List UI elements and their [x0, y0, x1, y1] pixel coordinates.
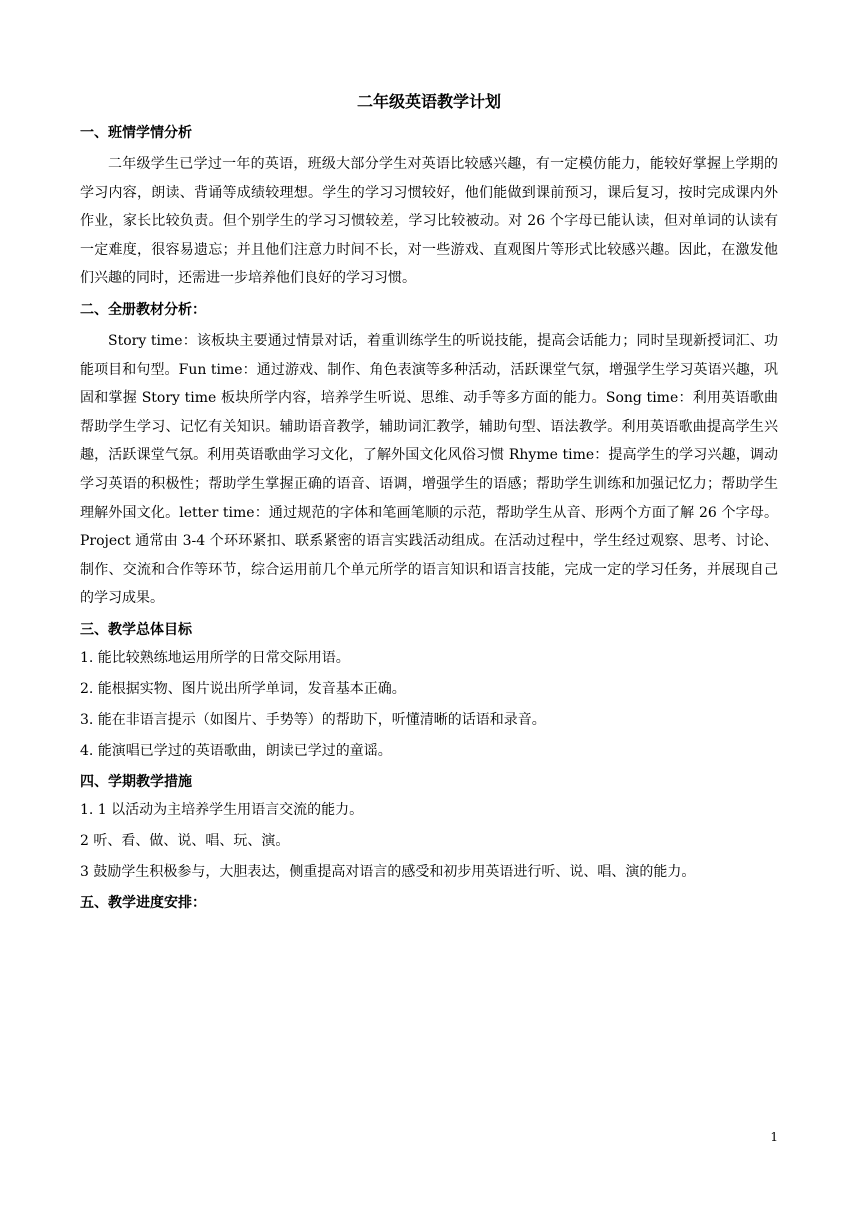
page-number: 1 [770, 1130, 778, 1144]
goal-item: 4. 能演唱已学过的英语歌曲，朗读已学过的童谣。 [80, 742, 392, 759]
section-heading-textbook-analysis: 二、全册教材分析： [80, 301, 206, 318]
section-heading-teaching-goals: 三、教学总体目标 [80, 621, 192, 638]
section-heading-class-analysis: 一、班情学情分析 [80, 125, 192, 141]
document-title: 二年级英语教学计划 [356, 92, 501, 111]
goal-item: 1. 能比较熟练地运用所学的日常交际用语。 [80, 649, 350, 666]
measure-item: 3 鼓励学生积极参与，大胆表达，侧重提高对语言的感受和初步用英语进行听、说、唱、演的能力。 [80, 863, 696, 880]
paragraph-class-analysis: 二年级学生已学过一年的英语，班级大部分学生对英语比较感兴趣，有一定模仿能力，能较好掌握上学期的学习内容，朗读、背诵等成绩较理想。学生的学习习惯较好，他们能做到课前预习，课后复习，按时完成课内外作业，家长比较负责。但个别学生的学习习惯较差，学习比较被动。对 26 个字母已能认读，但对单词的认读有一定难度，很容易遗忘；并且他们注意力时间不长，对一些游戏、直观图片等形式比较感兴趣。因此，在激发他们兴趣的同时，还需进一步培养他们良好的学习习惯。 [80, 156, 778, 287]
paragraph-textbook-analysis: Story time：该板块主要通过情景对话，着重训练学生的听说技能，提高会话能力；同时呈现新授词汇、功能项目和句型。Fun time：通过游戏、制作、角色表演等多种活动，活跃课堂气氛，增强学生学习英语兴趣，巩固和掌握 Story time 板块所学内容，培养学生听说、思维、动手等多方面的能力。Song time：利用英语歌曲帮助学生学习、记忆有关知识。辅助语音教学，辅助词汇教学，辅助句型、语法教学。利用英语歌曲提高学生兴趣，活跃课堂气氛。利用英语歌曲学习文化，了解外国文化风俗习惯 Rhyme time：提高学生的学习兴趣，调动学习英语的积极性；帮助学生掌握正确的语音、语调，增强学生的语感；帮助学生训练和加强记忆力；帮助学生理解外国文化。letter time：通过规范的字体和笔画笔顺的示范，帮助学生从音、形两个方面了解 26 个字母。Project 通常由 3-4 个环环紧扣、联系紧密的语言实践活动组成。在活动过程中，学生经过观察、思考、讨论、制作、交流和合作等环节，综合运用前几个单元所学的语言知识和语言技能，完成一定的学习任务，并展现自己的学习成果。 [80, 332, 778, 607]
measure-item: 1. 1 以活动为主培养学生用语言交流的能力。 [80, 801, 364, 818]
section-heading-teaching-measures: 四、学期教学措施 [80, 773, 192, 790]
goal-item: 2. 能根据实物、图片说出所学单词，发音基本正确。 [80, 680, 406, 697]
goal-item: 3. 能在非语言提示（如图片、手势等）的帮助下，听懂清晰的话语和录音。 [80, 711, 546, 728]
measure-item: 2 听、看、做、说、唱、玩、演。 [80, 832, 290, 849]
section-heading-schedule: 五、教学进度安排： [80, 894, 206, 911]
document-page [80, 88, 778, 920]
